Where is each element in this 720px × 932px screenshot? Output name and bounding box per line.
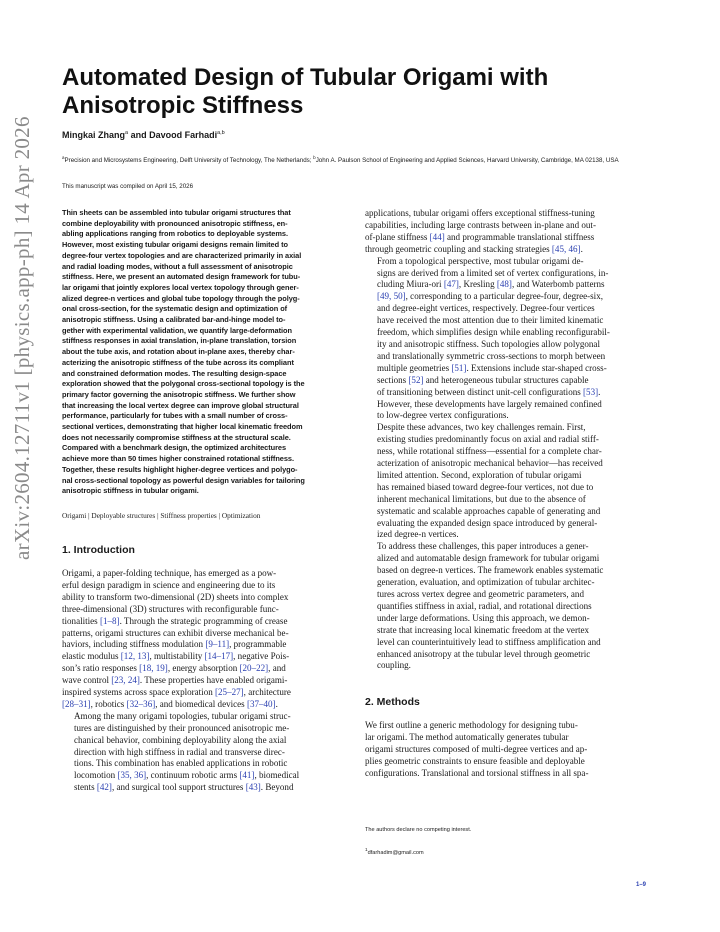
text-line: [28–31], robotics [32–36], and biomedical devices [37–40]. <box>62 698 278 709</box>
affiliation-text: Precision and Microsystems Engineering, Delft University of Technology, The Netherlands; <box>64 157 314 165</box>
affiliation-mark: a,b <box>217 130 225 136</box>
text-line: onal cross-section, for the systematic design and optimization of <box>62 304 288 314</box>
text-line: Origami, a paper-folding technique, has emerged as a pow- <box>62 567 277 578</box>
citation-link[interactable]: [25–27] <box>215 687 244 698</box>
compiled-date: This manuscript was compiled on April 15, 2026 <box>62 183 194 190</box>
keywords: Origami | Deployable structures | Stiffness properties | Optimization <box>62 510 261 520</box>
citation-link[interactable]: [44] <box>429 231 445 242</box>
abstract <box>62 208 352 497</box>
section-heading-introduction: 1. Introduction <box>62 543 135 556</box>
text-line: anisotropic stiffness. Using a calibrated bar-and-hinge model to- <box>62 315 286 325</box>
text-line: Among the many origami topologies, tubular origami struc- <box>74 710 291 721</box>
text-line: ity and anisotropic stiffness. Such topologies allow polygonal <box>377 338 600 349</box>
text-line: and degree-eight vertices, respectively. Degree-four vertices <box>377 303 595 314</box>
competing-interest-note: The authors declare no competing interest. <box>365 827 472 833</box>
text-line: level can counterintuitively lead to stiffness amplification and <box>377 636 601 647</box>
text-line: elastic modulus [12, 13], multistability [14–17], negative Pois- <box>62 651 290 662</box>
text-line: plies geometric constraints to ensure feasible and deployable <box>365 756 585 767</box>
text-line: inherent mechanical limitations, but due to the absence of <box>377 493 586 504</box>
citation-link[interactable]: [41] <box>239 770 255 781</box>
text-line: acterizing the anisotropic stiffness of the tube across its compliant <box>62 357 294 367</box>
text-line: anisotropic stiffness in tubular origami. <box>62 486 199 496</box>
text-line: erful design paradigm in science and engineering due to its <box>62 579 276 590</box>
text-line: stiffness responses in axial translation, in-plane translation, torsion <box>62 336 297 346</box>
intro-paragraph <box>365 208 655 256</box>
citation-link[interactable]: [12, 13] <box>120 651 150 662</box>
text-line: abling applications ranging from robotics to deployable systems. <box>62 229 288 239</box>
intro-paragraph <box>62 568 352 711</box>
text-line: nal cross-sectional topology as powerful design variables for tailoring <box>62 475 305 485</box>
text-line: wave control [23, 24]. These properties have enabled origami- <box>62 675 288 686</box>
affiliation-mark: a <box>62 155 65 160</box>
text-line: Despite these advances, two key challenges remain. First, <box>377 422 586 433</box>
text-line: signs are derived from a limited set of vertex configurations, in- <box>377 267 609 278</box>
intro-paragraph <box>365 256 655 423</box>
text-line: and constrained deformation modes. The resulting design-space <box>62 368 287 378</box>
citation-link[interactable]: [51] <box>451 362 467 373</box>
text-line: achieve more than 50 times higher constrained rotational stiffness. <box>62 454 294 464</box>
text-line: under large deformations. Using this approach, we demon- <box>377 612 590 623</box>
citation-link[interactable]: [52] <box>408 374 424 385</box>
text-line: and translationally symmetric cross-sections to morph between <box>377 350 606 361</box>
text-line: limited attention. Second, exploration of tubular origami <box>377 469 582 480</box>
citation-link[interactable]: [23, 24] <box>111 675 140 686</box>
text-line: primary factor governing the anisotropic stiffness. We further show <box>62 389 296 399</box>
text-line: configurations. Translational and torsional stiffness in all spa- <box>365 767 589 778</box>
text-line: ness, while rotational stiffness—essential for a complete char- <box>377 446 602 457</box>
corresponding-email: dfarhadim@gmail.com <box>367 849 424 856</box>
author-name: Davood Farhadi <box>149 130 218 140</box>
text-line: inspired systems across space exploration [25–27], architecture <box>62 687 291 698</box>
text-line: about the tube axis, and rotation about in-plane axes, thereby char- <box>62 347 295 357</box>
affiliation-text: John A. Paulson School of Engineering and Applied Sciences, Harvard University, Cambridge, MA 02138, USA <box>315 157 619 165</box>
citation-link[interactable]: [49, 50] <box>377 291 406 302</box>
text-line: coupling. <box>377 660 411 671</box>
citation-link[interactable]: [14–17] <box>204 651 234 662</box>
text-line: exploration showed that the polygonal cross-sectional topology is the <box>62 379 305 389</box>
text-line: ized degree-n vertices. <box>377 529 459 540</box>
title-line: Anisotropic Stiffness <box>62 92 304 119</box>
text-line: haviors, including stiffness modulation [9–11], programmable <box>62 639 287 650</box>
text-line: cluding Miura-ori [47], Kresling [48], and Waterbomb patterns <box>377 279 605 290</box>
text-line: sections [52] and heterogeneous tubular structures capable <box>377 374 589 385</box>
text-line: chanical behavior, combining deployability along the axial <box>74 734 287 745</box>
text-line: tions. This combination has enabled applications in robotic <box>74 758 288 769</box>
page-number: 1–9 <box>636 882 647 888</box>
text-line: Together, these results highlight higher-degree vertices and polygo- <box>62 464 298 474</box>
text-line: evaluating the expanded design space introduced by general- <box>377 517 598 528</box>
author-conjunction: and <box>128 130 150 140</box>
text-line: does not necessarily compromise stiffness at the structural scale. <box>62 432 291 442</box>
text-line: gether with experimental validation, we quantify large-deformation <box>62 325 292 335</box>
citation-link[interactable]: [53] <box>583 386 599 397</box>
citation-link[interactable]: [18, 19] <box>139 663 168 674</box>
paper-title <box>62 64 662 120</box>
text-line: has remained biased toward degree-four vertices, not due to <box>377 481 594 492</box>
citation-link[interactable]: [20–22] <box>239 663 269 674</box>
citation-link[interactable]: [45, 46] <box>551 243 581 254</box>
title-line: Automated Design of Tubular Origami with <box>62 64 549 91</box>
text-line: three-dimensional (3D) structures with reconfigurable func- <box>62 603 279 614</box>
section-heading-methods: 2. Methods <box>365 696 420 709</box>
text-line: have received the most attention due to their limited kinematic <box>377 315 604 326</box>
text-line: patterns, origami structures can exhibit diverse mechanical be- <box>62 627 289 638</box>
text-line: through geometric coupling and stacking strategies [45, 46]. <box>365 243 583 254</box>
text-line: existing studies predominantly focus on axial and radial stiff- <box>377 434 599 445</box>
text-line: Compared with a benchmark design, the optimized architectures <box>62 443 287 453</box>
text-line: systematic and scalable approaches capable of generating and <box>377 505 601 516</box>
text-line: enhanced anisotropy at the tubular level through geometric <box>377 648 591 659</box>
text-line: degree-four vertex topologies and are characterized primarily in axial <box>62 250 302 260</box>
text-line: ability to transform two-dimensional (2D) sheets into complex <box>62 591 289 602</box>
text-line: To address these challenges, this paper introduces a gener- <box>377 541 589 552</box>
citation-link[interactable]: [47] <box>443 279 459 290</box>
citation-link[interactable]: [32–36] <box>126 698 156 709</box>
text-line: quantifies stiffness in axial, radial, and rotational directions <box>377 600 592 611</box>
text-line: origami structures composed of multi-degree vertices and ap- <box>365 744 588 755</box>
abstract-text <box>62 208 352 497</box>
text-line: generation, evaluation, and optimization of tubular architec- <box>377 577 595 588</box>
text-line: based on degree-n vertices. The framework enables systematic <box>377 565 604 576</box>
intro-paragraph <box>62 711 352 794</box>
footnote-mark: 1 <box>365 847 368 852</box>
text-line: We first outline a generic methodology for designing tubu- <box>365 720 578 731</box>
affiliation-mark: b <box>313 155 316 160</box>
text-line: [49, 50], corresponding to a particular degree-four, degree-six, <box>377 291 603 302</box>
text-line: of transitioning between distinct unit-cell configurations [53]. <box>377 386 601 397</box>
author-list <box>62 130 225 140</box>
arxiv-stamp: arXiv:2604.12711v1 [physics.app-ph] 14 Apr 2026 <box>10 116 34 560</box>
text-line: stents [42], and surgical tool support structures [43]. Beyond <box>74 782 294 793</box>
intro-paragraph <box>365 422 655 541</box>
citation-link[interactable]: [42] <box>96 782 112 793</box>
text-line: applications, tubular origami offers exceptional stiffness-tuning <box>365 208 595 218</box>
text-line: tionalities [1–8]. Through the strategic programming of crease <box>62 615 288 626</box>
text-line: freedom, which simplifies design while enabling reconfigurabil- <box>377 327 610 338</box>
corresponding-email-note <box>365 846 655 857</box>
affiliations <box>62 154 662 165</box>
citation-link[interactable]: [9–11] <box>205 639 230 650</box>
text-line: strate that increasing local kinematic freedom at the vertex <box>377 624 590 635</box>
text-line: and radial loading modes, without a full assessment of anisotropic <box>62 261 293 271</box>
text-line: to low-degree vertex configurations. <box>377 410 509 421</box>
methods-paragraph <box>365 720 655 780</box>
citation-link[interactable]: [37–40] <box>246 698 276 709</box>
text-line: sectional vertices, demonstrating that higher local kinematic freedom <box>62 422 303 432</box>
text-line: alized and automatable design framework for tubular origami <box>377 553 600 564</box>
text-line: lar origami. The method automatically generates tubular <box>365 732 569 743</box>
citation-link[interactable]: [35, 36] <box>117 770 147 781</box>
author-name: Mingkai Zhang <box>62 130 125 140</box>
text-line: stiffness. Here, we present an automated design framework for tubu- <box>62 272 301 282</box>
affiliation-mark: a <box>125 130 129 136</box>
text-line: direction with high stiffness in radial and transverse direc- <box>74 746 285 757</box>
citation-link[interactable]: [28–31] <box>62 698 91 709</box>
text-line: performance, particularly for tubes with a small number of cross- <box>62 411 288 421</box>
citation-link[interactable]: [1–8] <box>99 615 120 626</box>
right-column <box>365 208 655 780</box>
footnotes <box>365 826 655 857</box>
text-line: Thin sheets can be assembled into tubular origami structures that <box>62 208 291 217</box>
citation-link[interactable]: [48] <box>496 279 512 290</box>
text-line: tures are distinguished by their pronounced anisotropic me- <box>74 722 290 733</box>
text-line: However, most existing tubular origami designs remain limited to <box>62 240 288 250</box>
text-line: However, these developments have largely remained confined <box>377 398 602 409</box>
text-line: acterization of anisotropic mechanical behavior—has received <box>377 458 603 469</box>
text-line: combine deployability with pronounced anisotropic stiffness, en- <box>62 218 288 228</box>
text-line: lar origami that jointly explores local vertex topology through gener- <box>62 282 299 292</box>
text-line: alized degree-n vertices and global tube topology through the polyg- <box>62 293 300 303</box>
citation-link[interactable]: [43] <box>245 782 261 793</box>
text-line: of-plane stiffness [44] and programmable translational stiffness <box>365 231 595 242</box>
text-line: that increasing the local vertex degree can improve global structural <box>62 400 299 410</box>
text-line: son’s ratio responses [18, 19], energy absorption [20–22], and <box>62 663 286 674</box>
left-column <box>62 208 352 794</box>
text-line: multiple geometries [51]. Extensions include star-shaped cross- <box>377 362 607 373</box>
text-line: From a topological perspective, most tubular origami de- <box>377 255 584 266</box>
text-line: tures across vertex degree and geometric parameters, and <box>377 589 584 599</box>
text-line: locomotion [35, 36], continuum robotic arms [41], biomedical <box>74 770 300 781</box>
text-line: capabilities, including large contrasts between in-plane and out- <box>365 219 596 230</box>
intro-paragraph <box>365 541 655 672</box>
